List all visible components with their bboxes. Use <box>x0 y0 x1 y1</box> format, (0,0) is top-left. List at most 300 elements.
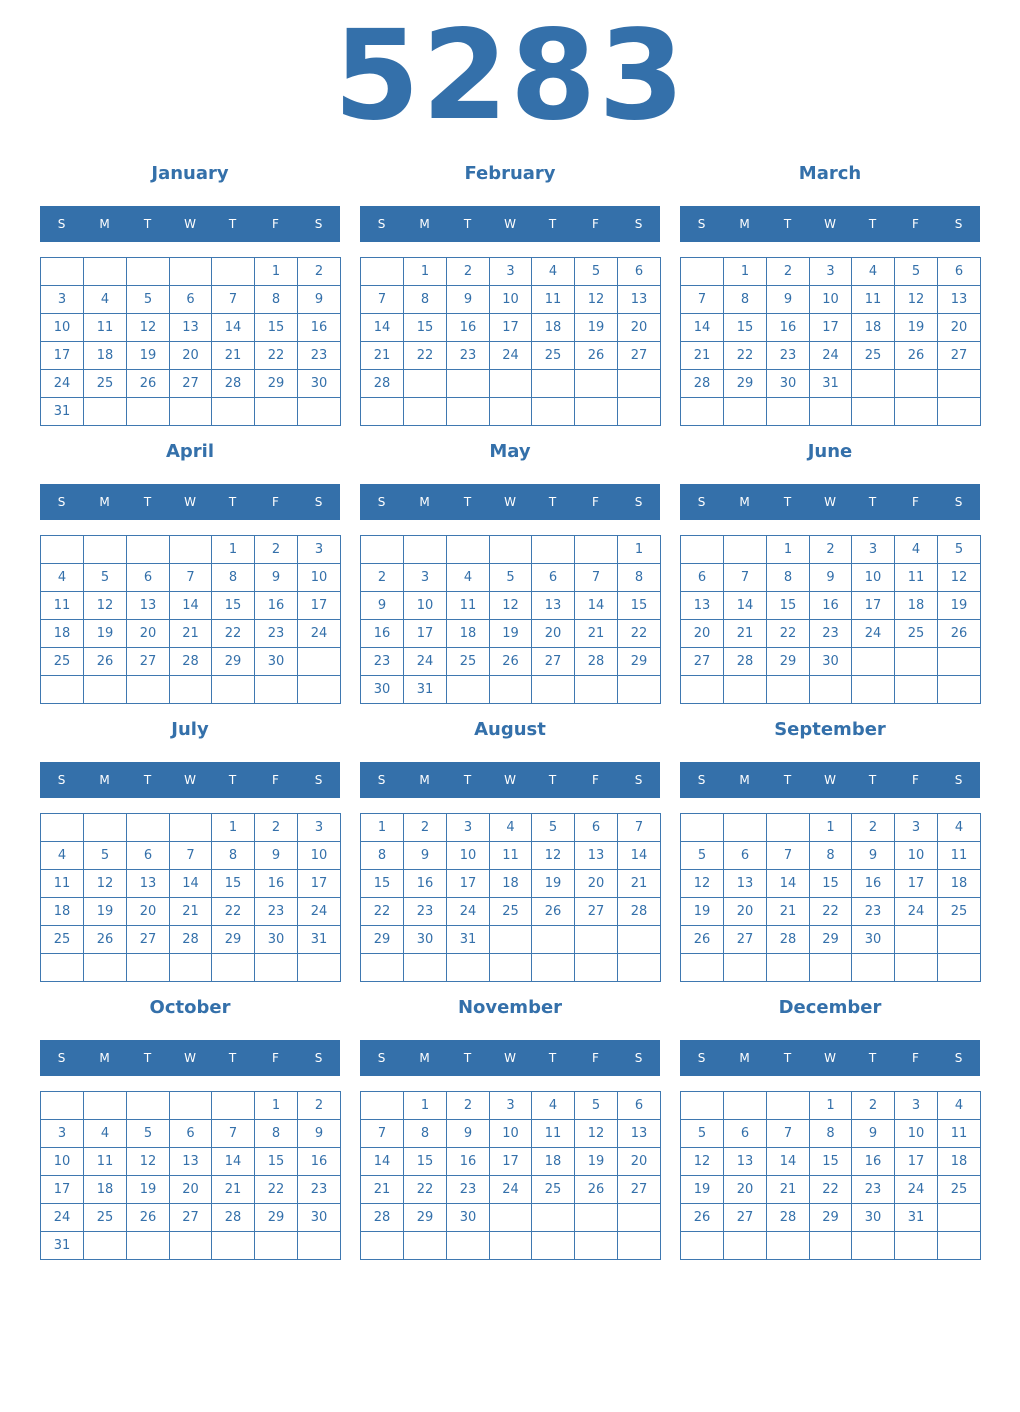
day-cell: 23 <box>297 1175 341 1204</box>
day-cell: 29 <box>766 647 810 676</box>
weekday-header <box>40 484 340 520</box>
weekday-label: S <box>314 217 323 231</box>
day-cell: 29 <box>403 1203 447 1232</box>
day-cell: 23 <box>446 1175 490 1204</box>
day-cell: 2 <box>446 257 490 286</box>
day-cell: 29 <box>617 647 661 676</box>
month-1 <box>40 160 340 430</box>
weekday-label: S <box>377 773 386 787</box>
day-cell: 17 <box>894 1147 938 1176</box>
weekday-label: S <box>697 495 706 509</box>
weekday-label: S <box>57 773 66 787</box>
weekday-label: M <box>419 1051 430 1065</box>
day-cell <box>937 925 981 954</box>
day-cell: 19 <box>680 897 724 926</box>
day-cell <box>574 925 618 954</box>
day-cell: 19 <box>83 897 127 926</box>
day-cell <box>680 397 724 426</box>
day-cell: 4 <box>40 841 84 870</box>
day-cell <box>446 675 490 704</box>
day-cell: 7 <box>211 285 255 314</box>
day-cell <box>126 1091 170 1120</box>
day-cell: 21 <box>680 341 724 370</box>
weekday-label: S <box>634 1051 643 1065</box>
day-cell: 28 <box>360 1203 404 1232</box>
day-cell <box>446 369 490 398</box>
weekday-label: S <box>634 217 643 231</box>
day-cell: 14 <box>574 591 618 620</box>
day-cell <box>574 1231 618 1260</box>
day-cell <box>766 813 810 842</box>
day-cell <box>169 953 212 982</box>
day-cell: 27 <box>617 341 661 370</box>
day-cell: 5 <box>489 563 532 592</box>
month-8 <box>360 716 660 986</box>
day-cell: 12 <box>680 869 724 898</box>
day-cell: 6 <box>937 257 981 286</box>
weekday-label: F <box>272 495 279 509</box>
day-cell: 25 <box>894 619 938 648</box>
day-cell <box>489 1231 532 1260</box>
day-cell: 15 <box>403 313 447 342</box>
weekday-label: F <box>592 217 599 231</box>
day-cell <box>403 953 447 982</box>
day-cell: 29 <box>360 925 404 954</box>
day-cell: 26 <box>937 619 981 648</box>
month-name: April <box>165 441 215 462</box>
day-cell: 11 <box>40 591 84 620</box>
day-cell: 15 <box>723 313 767 342</box>
day-cell <box>531 1203 575 1232</box>
weekday-label: W <box>184 495 196 509</box>
day-cell: 13 <box>680 591 724 620</box>
weekday-label: S <box>954 495 963 509</box>
day-cell: 19 <box>531 869 575 898</box>
day-cell: 18 <box>937 869 981 898</box>
day-cell: 15 <box>766 591 810 620</box>
day-cell: 8 <box>403 285 447 314</box>
day-cell: 26 <box>574 1175 618 1204</box>
day-cell <box>809 953 852 982</box>
day-cell: 17 <box>489 313 532 342</box>
day-cell <box>894 675 938 704</box>
day-cell: 27 <box>126 925 170 954</box>
day-cell: 26 <box>83 925 127 954</box>
day-cell: 21 <box>360 341 404 370</box>
day-cell <box>617 1231 661 1260</box>
day-cell <box>851 675 895 704</box>
day-cell: 26 <box>489 647 532 676</box>
day-cell: 21 <box>766 897 810 926</box>
day-cell: 4 <box>531 1091 575 1120</box>
day-cell: 19 <box>489 619 532 648</box>
day-cell: 27 <box>169 369 212 398</box>
day-cell: 12 <box>489 591 532 620</box>
day-cell: 22 <box>723 341 767 370</box>
weekday-label: T <box>463 1051 472 1065</box>
weekday-label: W <box>824 495 836 509</box>
day-cell <box>126 535 170 564</box>
month-11 <box>360 994 660 1264</box>
day-cell: 25 <box>937 897 981 926</box>
day-cell: 12 <box>126 1147 170 1176</box>
day-cell: 23 <box>766 341 810 370</box>
day-cell: 6 <box>617 1091 661 1120</box>
day-cell <box>211 1091 255 1120</box>
day-cell: 2 <box>254 813 298 842</box>
day-cell: 31 <box>403 675 447 704</box>
day-cell: 7 <box>169 563 212 592</box>
day-cell: 30 <box>851 1203 895 1232</box>
day-cell: 20 <box>617 313 661 342</box>
day-cell <box>617 369 661 398</box>
day-cell: 11 <box>851 285 895 314</box>
day-cell: 2 <box>766 257 810 286</box>
day-cell <box>937 369 981 398</box>
day-cell <box>851 397 895 426</box>
day-cell: 11 <box>40 869 84 898</box>
day-cell: 12 <box>680 1147 724 1176</box>
day-cell <box>40 257 84 286</box>
day-cell: 26 <box>83 647 127 676</box>
day-cell: 14 <box>680 313 724 342</box>
day-cell: 8 <box>723 285 767 314</box>
month-name: May <box>489 441 531 462</box>
day-cell <box>489 675 532 704</box>
day-cell: 13 <box>169 1147 212 1176</box>
day-cell: 22 <box>254 1175 298 1204</box>
day-cell: 8 <box>809 841 852 870</box>
day-cell: 24 <box>297 619 341 648</box>
day-cell: 24 <box>809 341 852 370</box>
day-cell: 25 <box>531 341 575 370</box>
weekday-label: T <box>783 773 792 787</box>
day-cell: 14 <box>360 1147 404 1176</box>
day-cell: 14 <box>766 1147 810 1176</box>
day-cell: 7 <box>360 1119 404 1148</box>
day-cell <box>937 1231 981 1260</box>
day-cell: 31 <box>809 369 852 398</box>
day-cell: 2 <box>297 257 341 286</box>
day-cell: 5 <box>83 841 127 870</box>
month-name: December <box>778 997 882 1018</box>
day-cell <box>297 397 341 426</box>
day-cell <box>169 397 212 426</box>
day-cell <box>574 535 618 564</box>
day-cell: 8 <box>360 841 404 870</box>
day-cell: 23 <box>254 619 298 648</box>
day-cell <box>617 1203 661 1232</box>
day-cell: 26 <box>531 897 575 926</box>
day-cell: 1 <box>403 257 447 286</box>
weekday-label: F <box>272 217 279 231</box>
day-cell: 13 <box>723 1147 767 1176</box>
day-cell: 29 <box>211 925 255 954</box>
day-cell: 4 <box>851 257 895 286</box>
weekday-label: T <box>463 495 472 509</box>
day-cell: 20 <box>126 897 170 926</box>
day-cell: 10 <box>489 1119 532 1148</box>
day-cell: 27 <box>126 647 170 676</box>
day-cell: 28 <box>211 1203 255 1232</box>
weekday-label: M <box>99 773 110 787</box>
day-cell: 24 <box>489 1175 532 1204</box>
day-cell <box>403 369 447 398</box>
day-cell: 19 <box>894 313 938 342</box>
day-cell: 31 <box>40 397 84 426</box>
day-cell: 22 <box>809 1175 852 1204</box>
weekday-label: M <box>99 1051 110 1065</box>
day-cell <box>617 675 661 704</box>
day-cell: 10 <box>40 313 84 342</box>
day-cell: 24 <box>40 1203 84 1232</box>
day-cell: 6 <box>169 1119 212 1148</box>
day-cell: 9 <box>403 841 447 870</box>
day-cell <box>126 813 170 842</box>
day-cell: 16 <box>254 591 298 620</box>
day-cell: 16 <box>297 1147 341 1176</box>
weekday-label: T <box>783 1051 792 1065</box>
day-cell: 13 <box>531 591 575 620</box>
day-cell: 26 <box>574 341 618 370</box>
day-cell <box>126 257 170 286</box>
day-cell <box>937 397 981 426</box>
day-cell: 2 <box>851 813 895 842</box>
day-cell <box>83 675 127 704</box>
day-cell: 9 <box>254 841 298 870</box>
day-cell: 22 <box>360 897 404 926</box>
day-cell: 30 <box>360 675 404 704</box>
day-cell <box>403 535 447 564</box>
day-cell: 30 <box>766 369 810 398</box>
weekday-label: M <box>99 217 110 231</box>
day-cell <box>360 953 404 982</box>
day-cell: 1 <box>254 257 298 286</box>
day-cell: 1 <box>360 813 404 842</box>
day-cell: 4 <box>446 563 490 592</box>
weekday-label: S <box>634 495 643 509</box>
day-cell <box>894 925 938 954</box>
day-cell: 31 <box>894 1203 938 1232</box>
weekday-label: S <box>697 1051 706 1065</box>
weekday-label: M <box>739 217 750 231</box>
day-cell: 13 <box>126 869 170 898</box>
day-cell: 17 <box>297 591 341 620</box>
day-cell: 6 <box>574 813 618 842</box>
day-grid <box>360 813 660 981</box>
day-cell: 13 <box>126 591 170 620</box>
day-cell <box>851 369 895 398</box>
day-cell: 2 <box>446 1091 490 1120</box>
day-cell <box>40 1091 84 1120</box>
day-cell: 25 <box>531 1175 575 1204</box>
day-cell: 3 <box>809 257 852 286</box>
weekday-label: W <box>824 773 836 787</box>
day-cell: 18 <box>851 313 895 342</box>
day-cell: 16 <box>851 1147 895 1176</box>
day-cell: 21 <box>211 341 255 370</box>
day-cell: 30 <box>403 925 447 954</box>
day-cell: 3 <box>40 285 84 314</box>
month-name: November <box>457 997 563 1018</box>
day-cell: 28 <box>169 647 212 676</box>
weekday-label: T <box>868 495 877 509</box>
day-cell: 20 <box>723 1175 767 1204</box>
day-cell <box>617 925 661 954</box>
day-cell: 15 <box>254 313 298 342</box>
day-grid <box>40 257 340 425</box>
day-cell <box>489 953 532 982</box>
day-cell: 14 <box>211 1147 255 1176</box>
day-cell: 23 <box>446 341 490 370</box>
day-cell: 25 <box>40 925 84 954</box>
day-cell: 6 <box>169 285 212 314</box>
day-cell: 17 <box>894 869 938 898</box>
month-6 <box>680 438 980 708</box>
day-cell: 9 <box>766 285 810 314</box>
day-cell: 5 <box>531 813 575 842</box>
day-cell: 6 <box>723 841 767 870</box>
day-cell <box>254 1231 298 1260</box>
day-cell <box>680 675 724 704</box>
day-cell: 15 <box>254 1147 298 1176</box>
day-cell <box>446 535 490 564</box>
day-cell: 21 <box>169 897 212 926</box>
day-cell: 19 <box>574 1147 618 1176</box>
day-cell: 25 <box>83 1203 127 1232</box>
day-cell: 28 <box>169 925 212 954</box>
day-cell <box>680 535 724 564</box>
weekday-label: M <box>739 495 750 509</box>
day-cell <box>723 813 767 842</box>
day-cell <box>254 397 298 426</box>
day-cell: 8 <box>403 1119 447 1148</box>
day-cell: 24 <box>446 897 490 926</box>
weekday-header <box>360 484 660 520</box>
day-cell: 17 <box>446 869 490 898</box>
day-cell <box>40 953 84 982</box>
day-cell: 27 <box>574 897 618 926</box>
day-cell: 17 <box>40 1175 84 1204</box>
day-cell: 17 <box>40 341 84 370</box>
day-cell: 3 <box>894 1091 938 1120</box>
day-grid <box>360 535 660 703</box>
day-cell: 3 <box>851 535 895 564</box>
day-cell: 27 <box>937 341 981 370</box>
day-cell: 22 <box>211 897 255 926</box>
day-cell <box>40 813 84 842</box>
month-5 <box>360 438 660 708</box>
weekday-label: T <box>868 1051 877 1065</box>
day-cell: 2 <box>297 1091 341 1120</box>
day-cell: 11 <box>83 1147 127 1176</box>
day-cell: 7 <box>680 285 724 314</box>
month-4 <box>40 438 340 708</box>
day-cell: 4 <box>40 563 84 592</box>
day-cell <box>83 397 127 426</box>
day-cell: 6 <box>531 563 575 592</box>
day-cell: 23 <box>254 897 298 926</box>
day-cell: 8 <box>617 563 661 592</box>
day-cell: 10 <box>894 841 938 870</box>
day-cell <box>851 1231 895 1260</box>
day-cell: 4 <box>83 285 127 314</box>
day-cell <box>766 1091 810 1120</box>
weekday-label: M <box>99 495 110 509</box>
day-cell: 8 <box>254 1119 298 1148</box>
weekday-label: M <box>739 1051 750 1065</box>
day-cell: 9 <box>851 841 895 870</box>
day-cell: 5 <box>574 257 618 286</box>
day-cell <box>723 535 767 564</box>
day-cell: 19 <box>126 1175 170 1204</box>
day-cell: 30 <box>254 647 298 676</box>
day-cell: 27 <box>723 1203 767 1232</box>
day-cell: 14 <box>169 869 212 898</box>
day-cell: 1 <box>809 813 852 842</box>
day-cell: 26 <box>126 1203 170 1232</box>
day-cell <box>83 1091 127 1120</box>
day-cell: 1 <box>723 257 767 286</box>
day-cell: 13 <box>617 1119 661 1148</box>
weekday-label: S <box>314 495 323 509</box>
day-cell <box>169 813 212 842</box>
day-cell <box>766 397 810 426</box>
weekday-label: T <box>783 217 792 231</box>
day-cell: 20 <box>169 1175 212 1204</box>
weekday-label: W <box>184 217 196 231</box>
weekday-label: F <box>592 773 599 787</box>
day-cell <box>211 675 255 704</box>
day-cell: 2 <box>809 535 852 564</box>
day-cell <box>211 397 255 426</box>
day-cell <box>40 675 84 704</box>
day-cell: 9 <box>446 285 490 314</box>
day-cell: 23 <box>851 1175 895 1204</box>
day-cell: 11 <box>446 591 490 620</box>
weekday-label: T <box>868 217 877 231</box>
day-cell: 1 <box>254 1091 298 1120</box>
day-cell: 3 <box>489 257 532 286</box>
day-cell <box>937 953 981 982</box>
day-cell <box>83 953 127 982</box>
weekday-header <box>360 206 660 242</box>
day-cell: 21 <box>617 869 661 898</box>
day-cell: 26 <box>126 369 170 398</box>
day-cell: 18 <box>446 619 490 648</box>
day-cell: 14 <box>169 591 212 620</box>
day-cell: 10 <box>894 1119 938 1148</box>
day-cell <box>574 953 618 982</box>
day-cell <box>851 953 895 982</box>
day-cell: 3 <box>40 1119 84 1148</box>
day-cell <box>297 647 341 676</box>
day-cell: 17 <box>403 619 447 648</box>
day-cell <box>360 535 404 564</box>
day-cell: 24 <box>297 897 341 926</box>
day-cell <box>254 675 298 704</box>
day-cell: 27 <box>617 1175 661 1204</box>
day-cell: 6 <box>617 257 661 286</box>
day-cell: 11 <box>531 285 575 314</box>
day-cell: 8 <box>254 285 298 314</box>
day-cell <box>531 369 575 398</box>
day-cell <box>169 1091 212 1120</box>
day-cell <box>937 1203 981 1232</box>
day-cell: 12 <box>531 841 575 870</box>
day-cell: 19 <box>126 341 170 370</box>
day-grid <box>40 813 340 981</box>
